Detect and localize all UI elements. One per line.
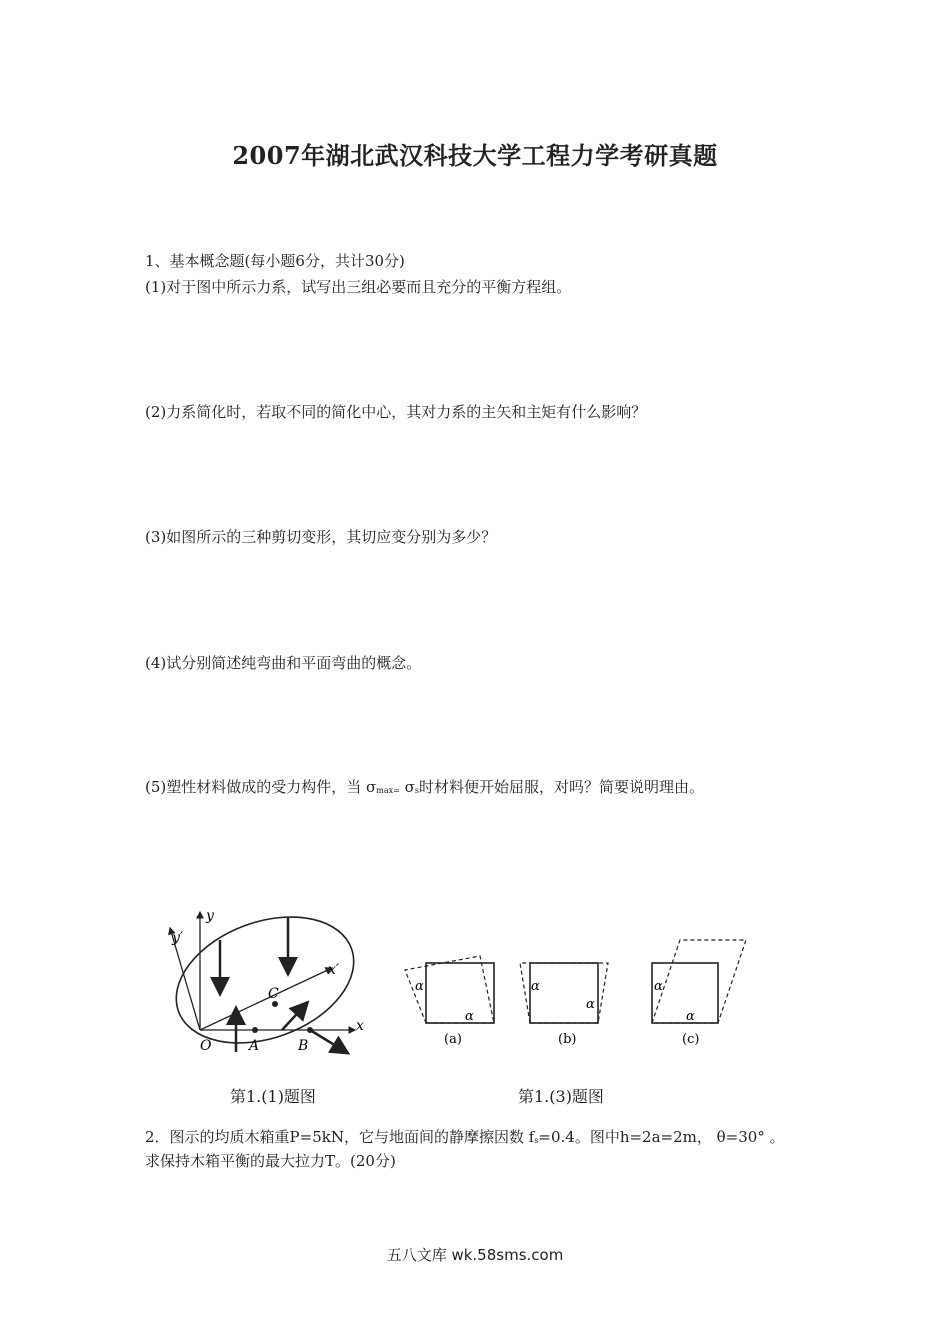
- force-system-figure: [150, 900, 380, 1070]
- label-y: y: [206, 908, 214, 924]
- alpha-b1: α: [531, 979, 540, 994]
- label-O: O: [200, 1038, 212, 1054]
- question-2-line-2: 求保持木箱平衡的最大拉力T。(20分): [145, 1152, 396, 1170]
- alpha-b2: α: [586, 997, 595, 1012]
- label-A: A: [249, 1038, 260, 1054]
- label-x-prime: x′: [328, 962, 340, 978]
- question-1-2: (2)力系简化时，若取不同的简化中心，其对力系的主矢和主矩有什么影响？: [145, 403, 647, 421]
- label-x: x: [356, 1018, 364, 1034]
- alpha-c1: α: [654, 979, 663, 994]
- page-title: 2007年湖北武汉科技大学工程力学考研真题: [232, 141, 718, 170]
- question-2-line-1: 2．图示的均质木箱重P=5kN，它与地面间的静摩擦因数 fs=0.4。图中h=2a=2m， θ=30° 。: [145, 1128, 785, 1146]
- section-header: 1、基本概念题(每小题6分，共计30分): [145, 252, 405, 270]
- label-C: C: [268, 986, 279, 1002]
- figure-1-1-caption: 第1.(1)题图: [230, 1087, 316, 1106]
- alpha-a2: α: [465, 1009, 474, 1024]
- label-B: B: [298, 1038, 309, 1054]
- question-1-5: (5)塑性材料做成的受力构件，当 σmax= σs时材料便开始屈服，对吗？简要说明理由。: [145, 778, 704, 796]
- question-1-4: (4)试分别简述纯弯曲和平面弯曲的概念。: [145, 654, 422, 672]
- alpha-c2: α: [686, 1009, 695, 1024]
- shear-deformation-figure: [400, 930, 760, 1055]
- alpha-a1: α: [415, 979, 424, 994]
- question-1-3: (3)如图所示的三种剪切变形，其切应变分别为多少？: [145, 528, 497, 546]
- panel-label-b: (b): [558, 1032, 577, 1047]
- panel-label-a: (a): [444, 1032, 462, 1047]
- panel-label-c: (c): [682, 1032, 700, 1047]
- label-y-prime: y′: [172, 930, 184, 946]
- question-1-1: (1)对于图中所示力系，试写出三组必要而且充分的平衡方程组。: [145, 278, 572, 296]
- figure-1-3-caption: 第1.(3)题图: [518, 1087, 604, 1106]
- footer-watermark: 五八文库 wk.58sms.com: [386, 1246, 564, 1264]
